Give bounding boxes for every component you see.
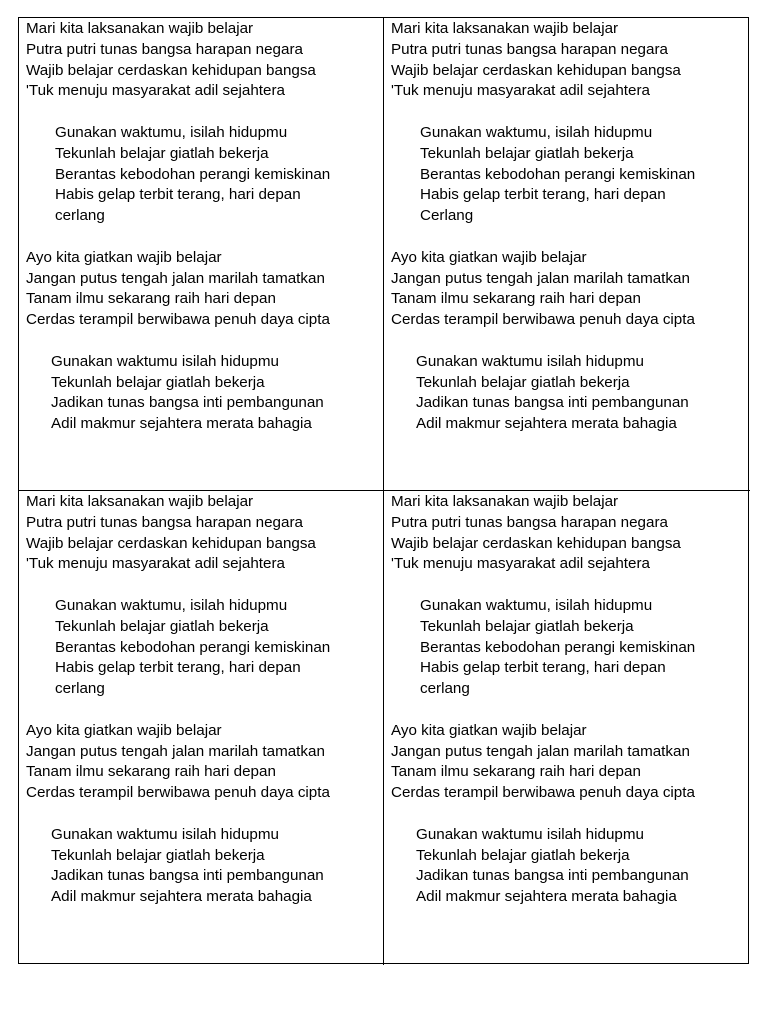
lyric-line: Wajib belajar cerdaskan kehidupan bangsa	[26, 534, 316, 552]
stanza-chorus-2	[26, 352, 383, 435]
lyric-line: 'Tuk menuju masyarakat adil sejahtera	[391, 555, 650, 573]
lyric-line: Tekunlah belajar giatlah bekerja	[51, 373, 265, 391]
lyric-line: Gunakan waktumu isilah hidupmu	[51, 352, 279, 370]
stanza-verse-1	[26, 492, 383, 575]
lyric-line: Ayo kita giatkan wajib belajar	[26, 248, 222, 266]
lyric-line: Tekunlah belajar giatlah bekerja	[416, 373, 630, 391]
lyric-line: Tanam ilmu sekarang raih hari depan	[26, 763, 276, 781]
lyric-line: Cerdas terampil berwibawa penuh daya cipta	[26, 784, 330, 802]
lyric-line: Tekunlah belajar giatlah bekerja	[416, 846, 630, 864]
lyric-line: Gunakan waktumu isilah hidupmu	[416, 352, 644, 370]
lyric-line: Adil makmur sejahtera merata bahagia	[51, 415, 312, 433]
lyric-line: Tanam ilmu sekarang raih hari depan	[391, 763, 641, 781]
lyric-line: cerlang	[55, 680, 105, 698]
lyric-line: Ayo kita giatkan wajib belajar	[26, 721, 222, 739]
lyric-line: Berantas kebodohan perangi kemiskinan	[55, 165, 331, 183]
lyric-line: Tekunlah belajar giatlah bekerja	[420, 617, 634, 635]
lyric-line: Wajib belajar cerdaskan kehidupan bangsa	[391, 534, 681, 552]
lyric-line: Jangan putus tengah jalan marilah tamatkan	[26, 742, 325, 760]
lyric-line: Berantas kebodohan perangi kemiskinan	[420, 638, 696, 656]
lyric-line: Mari kita laksanakan wajib belajar	[26, 20, 254, 37]
lyric-line: Putra putri tunas bangsa harapan negara	[26, 40, 303, 58]
lyric-line: Jadikan tunas bangsa inti pembangunan	[51, 867, 324, 885]
lyric-line: Mari kita laksanakan wajib belajar	[391, 493, 619, 510]
stanza-verse-2	[391, 248, 750, 331]
lyric-line: Jangan putus tengah jalan marilah tamatkan	[391, 269, 690, 287]
stanza-verse-2	[26, 248, 383, 331]
lyric-line: Habis gelap terbit terang, hari depan	[420, 659, 666, 677]
lyrics-table	[18, 17, 749, 964]
lyric-line: cerlang	[420, 680, 470, 698]
lyric-line: 'Tuk menuju masyarakat adil sejahtera	[391, 82, 650, 100]
lyric-line: Jadikan tunas bangsa inti pembangunan	[416, 867, 689, 885]
stanza-chorus-2	[26, 825, 383, 908]
lyric-line: Gunakan waktumu isilah hidupmu	[416, 825, 644, 843]
stanza-chorus-1	[26, 123, 383, 227]
stanza-chorus-2	[391, 825, 750, 908]
lyrics-cell-top-right	[384, 18, 750, 491]
stanza-chorus-1	[26, 596, 383, 700]
lyric-line: Gunakan waktumu isilah hidupmu	[51, 825, 279, 843]
lyric-line: Berantas kebodohan perangi kemiskinan	[420, 165, 696, 183]
stanza-chorus-2	[391, 352, 750, 435]
lyric-line: Habis gelap terbit terang, hari depan	[55, 186, 301, 204]
stanza-verse-1	[391, 19, 750, 102]
lyrics-cell-top-left	[19, 18, 384, 491]
lyrics-cell-bottom-left	[19, 491, 384, 965]
lyric-line: Jangan putus tengah jalan marilah tamatkan	[391, 742, 690, 760]
lyric-line: Tanam ilmu sekarang raih hari depan	[26, 290, 276, 308]
lyric-line: Putra putri tunas bangsa harapan negara	[391, 513, 668, 531]
lyric-line: Putra putri tunas bangsa harapan negara	[26, 513, 303, 531]
lyric-line: Tekunlah belajar giatlah bekerja	[51, 846, 265, 864]
stanza-chorus-1	[391, 123, 750, 227]
lyric-line: Ayo kita giatkan wajib belajar	[391, 721, 587, 739]
lyric-line: Tekunlah belajar giatlah bekerja	[420, 144, 634, 162]
stanza-verse-1	[391, 492, 750, 575]
lyrics-cell-bottom-right	[384, 491, 750, 965]
lyric-line: Adil makmur sejahtera merata bahagia	[416, 415, 677, 433]
lyric-line: Jadikan tunas bangsa inti pembangunan	[51, 394, 324, 412]
lyric-line: Cerdas terampil berwibawa penuh daya cipta	[391, 311, 695, 329]
stanza-verse-1	[26, 19, 383, 102]
lyric-line: Cerlang	[420, 207, 474, 225]
lyric-line: Putra putri tunas bangsa harapan negara	[391, 40, 668, 58]
lyric-line: Ayo kita giatkan wajib belajar	[391, 248, 587, 266]
stanza-verse-2	[391, 721, 750, 804]
lyric-line: Gunakan waktumu, isilah hidupmu	[420, 596, 653, 614]
lyric-line: Tekunlah belajar giatlah bekerja	[55, 617, 269, 635]
lyric-line: Habis gelap terbit terang, hari depan	[55, 659, 301, 677]
lyric-line: Mari kita laksanakan wajib belajar	[391, 20, 619, 37]
lyric-line: Habis gelap terbit terang, hari depan	[420, 186, 666, 204]
lyric-line: Wajib belajar cerdaskan kehidupan bangsa	[391, 61, 681, 79]
lyric-line: Wajib belajar cerdaskan kehidupan bangsa	[26, 61, 316, 79]
lyric-line: Berantas kebodohan perangi kemiskinan	[55, 638, 331, 656]
lyric-line: Tanam ilmu sekarang raih hari depan	[391, 290, 641, 308]
lyric-line: Cerdas terampil berwibawa penuh daya cipta	[26, 311, 330, 329]
lyric-line: Gunakan waktumu, isilah hidupmu	[55, 596, 288, 614]
stanza-chorus-1	[391, 596, 750, 700]
lyric-line: 'Tuk menuju masyarakat adil sejahtera	[26, 82, 285, 100]
lyric-line: 'Tuk menuju masyarakat adil sejahtera	[26, 555, 285, 573]
lyric-line: Mari kita laksanakan wajib belajar	[26, 493, 254, 510]
lyric-line: Cerdas terampil berwibawa penuh daya cipta	[391, 784, 695, 802]
lyric-line: Jadikan tunas bangsa inti pembangunan	[416, 394, 689, 412]
lyric-line: Tekunlah belajar giatlah bekerja	[55, 144, 269, 162]
lyric-line: Gunakan waktumu, isilah hidupmu	[420, 123, 653, 141]
lyric-line: Jangan putus tengah jalan marilah tamatkan	[26, 269, 325, 287]
lyric-line: cerlang	[55, 207, 105, 225]
stanza-verse-2	[26, 721, 383, 804]
lyric-line: Gunakan waktumu, isilah hidupmu	[55, 123, 288, 141]
lyric-line: Adil makmur sejahtera merata bahagia	[51, 888, 312, 906]
lyric-line: Adil makmur sejahtera merata bahagia	[416, 888, 677, 906]
